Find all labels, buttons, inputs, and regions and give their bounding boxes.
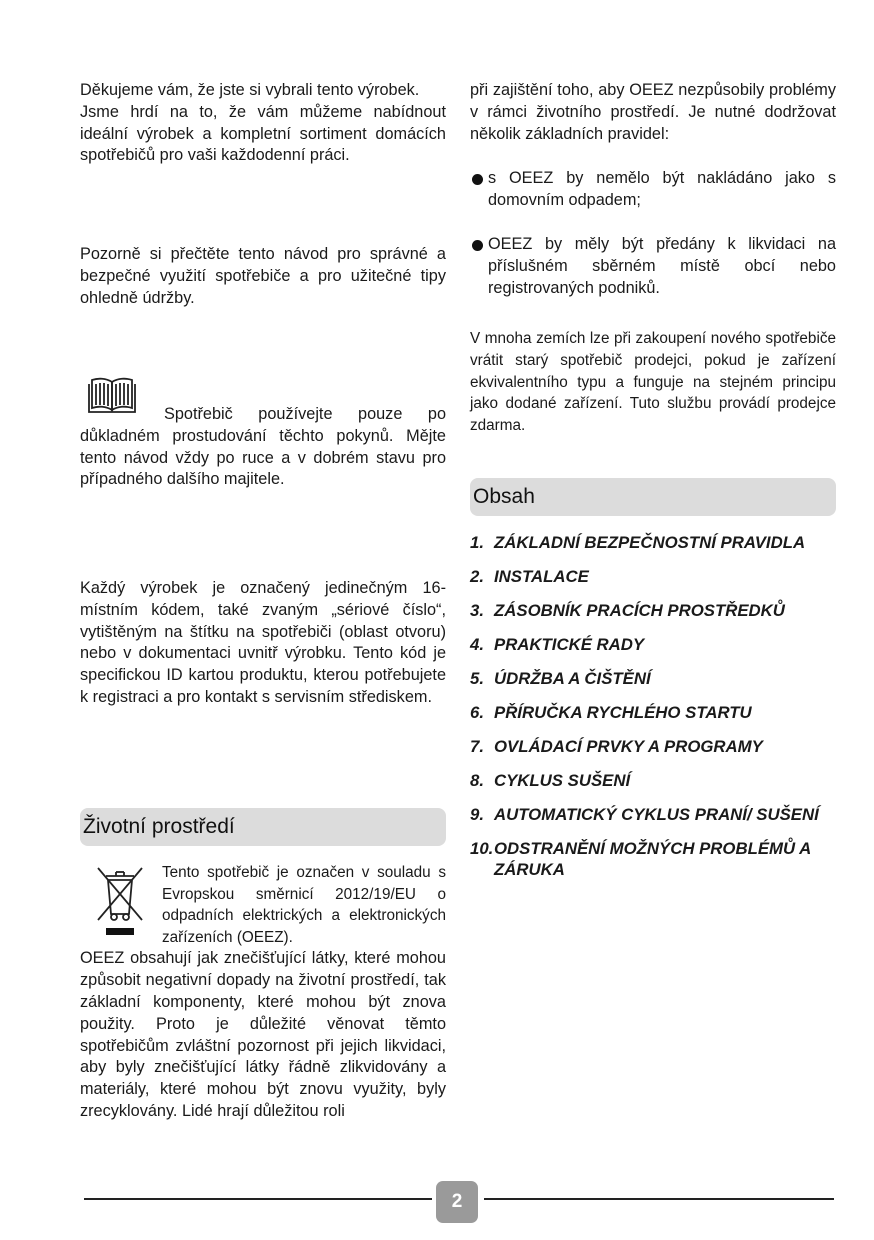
- toc-item[interactable]: [470, 634, 836, 655]
- return-block: [470, 328, 836, 437]
- toc-item[interactable]: [470, 702, 836, 723]
- open-book-icon: [88, 376, 136, 414]
- page-number-badge: 2: [436, 1181, 478, 1223]
- toc-item[interactable]: [470, 600, 836, 621]
- toc-title: AUTOMATICKÝ CYKLUS PRANÍ/ SUŠENÍ: [494, 805, 819, 824]
- toc-number: 8.: [470, 771, 484, 790]
- toc-number: 7.: [470, 737, 484, 756]
- bullet-dot-icon: [472, 174, 483, 185]
- footer-rule-left: [84, 1198, 432, 1200]
- env-continued-text: při zajištění toho, aby OEEZ nezpůsobily problémy v rámci životního prostředí. Je nutné dodržovat několik základních pravidel:: [470, 81, 836, 143]
- toc-number: 6.: [470, 703, 484, 722]
- toc-title: PŘÍRUČKA RYCHLÉHO STARTU: [494, 703, 752, 722]
- toc-title: INSTALACE: [494, 567, 589, 586]
- serial-block: [80, 578, 446, 709]
- environment-block: [80, 862, 446, 1123]
- toc-number: 2.: [470, 567, 484, 586]
- env-marked-text: Tento spotřebič je označen v souladu s Evropskou směrnicí 2012/19/EU o odpadních elektrických a elektronických zařízeních (OEEZ).: [162, 864, 446, 946]
- toc-title: PRAKTICKÉ RADY: [494, 635, 645, 654]
- toc-item[interactable]: [470, 770, 836, 791]
- use-only-text: Spotřebič používejte pouze po důkladném prostudování těchto pokynů. Mějte tento návod vždy po ruce a v dobrém stavu pro případného dalšího majitele.: [80, 405, 446, 489]
- toc-title: ÚDRŽBA A ČIŠTĚNÍ: [494, 669, 651, 688]
- toc-title: CYKLUS SUŠENÍ: [494, 771, 631, 790]
- toc-title: ODSTRANĚNÍ MOŽNÝCH PROBLÉMŮ A ZÁRUKA: [494, 839, 811, 879]
- toc-item[interactable]: [470, 668, 836, 689]
- toc-title: OVLÁDACÍ PRVKY A PROGRAMY: [494, 737, 763, 756]
- manual-block: [80, 376, 446, 491]
- toc-item[interactable]: [470, 804, 836, 825]
- toc-item[interactable]: [470, 566, 836, 587]
- toc-item[interactable]: [470, 838, 836, 880]
- footer-rule-right: [484, 1198, 834, 1200]
- env-text: OEEZ obsahují jak znečišťující látky, které mohou způsobit negativní dopady na životní prostředí, tak základní komponenty, které mohou být znova použity. Proto je důležité věnovat těmto spotřebičům zvláštní pozornost při jejich likvidaci, aby byly znečišťující látky řádně zlikvidovány a materiály, které mohou být znovu využity, byly zrecyklovány. Lidé hrají důležitou roli: [80, 949, 446, 1120]
- toc-title: ZÁSOBNÍK PRACÍCH PROSTŘEDKŮ: [494, 601, 785, 620]
- toc-number: 5.: [470, 669, 484, 688]
- intro-block: [80, 80, 446, 167]
- section-heading-environment: Životní prostředí: [80, 808, 446, 846]
- read-carefully-text: Pozorně si přečtěte tento návod pro správné a bezpečné využití spotřebiče a pro užitečné tipy ohledně údržby.: [80, 245, 446, 307]
- return-text: V mnoha zemích lze při zakoupení nového spotřebiče vrátit starý spotřebič prodejci, pokud je zařízení ekvivalentního typu a funguje na stejném principu jako dodané zařízení. Tuto službu provádí prodejce zdarma.: [470, 330, 836, 435]
- toc-title: ZÁKLADNÍ BEZPEČNOSTNÍ PRAVIDLA: [494, 533, 806, 552]
- crossed-out-wheelie-bin-icon: [94, 862, 146, 942]
- toc-number: 1.: [470, 533, 484, 552]
- toc-number: 3.: [470, 601, 484, 620]
- intro-text: Děkujeme vám, že jste si vybrali tento výrobek. Jsme hrdí na to, že vám můžeme nabídnout ideální výrobek a kompletní sortiment domácích spotřebičů pro vaši každodenní práci.: [80, 81, 446, 165]
- table-of-contents: [470, 532, 836, 893]
- bullet-item: [470, 168, 836, 212]
- read-carefully-block: [80, 244, 446, 309]
- bullet-dot-icon: [472, 240, 483, 251]
- env-continued-block: [470, 80, 836, 145]
- toc-number: 9.: [470, 805, 484, 824]
- toc-number: 10.: [470, 839, 494, 858]
- bullet-text: s OEEZ by nemělo být nakládáno jako s domovním odpadem;: [488, 169, 836, 209]
- bullet-text: OEEZ by měly být předány k likvidaci na příslušném sběrném místě obcí nebo registrovaných podniků.: [488, 235, 836, 297]
- toc-item[interactable]: [470, 532, 836, 553]
- serial-text: Každý výrobek je označený jedinečným 16-místním kódem, také zvaným „sériové číslo“, vytištěným na štítku na spotřebiči (oblast otvoru) nebo v dokumentaci uvnitř výrobku. Tento kód je specifickou ID kartou produktu, kterou potřebujete k registraci a pro kontakt s servisním střediskem.: [80, 579, 446, 706]
- toc-item[interactable]: [470, 736, 836, 757]
- toc-number: 4.: [470, 635, 484, 654]
- section-heading-contents: Obsah: [470, 478, 836, 516]
- bullet-item: [470, 234, 836, 299]
